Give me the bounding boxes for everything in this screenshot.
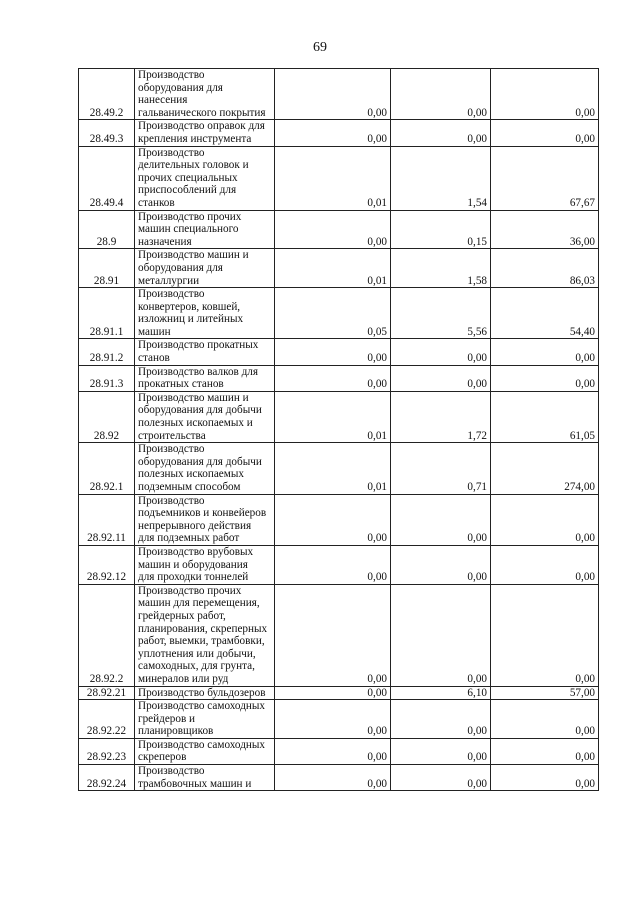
row-code: 28.49.4 (79, 146, 135, 210)
row-name-line: оборудования для (138, 261, 223, 274)
row-value-v2: 1,72 (391, 391, 491, 442)
row-name-line: подъемников и конвейеров (138, 507, 267, 520)
row-value-v2: 6,10 (391, 686, 491, 700)
table-row (79, 494, 599, 545)
row-value-v1: 0,01 (275, 146, 391, 210)
row-value-v2: 0,00 (391, 365, 491, 391)
row-name (135, 584, 275, 686)
row-name-line: изложниц и литейных (138, 313, 244, 326)
table-row (79, 545, 599, 584)
row-name-line: планировщиков (138, 725, 214, 738)
table-row (79, 288, 599, 339)
row-name (135, 494, 275, 545)
row-name-line: грейдерных работ, (138, 609, 226, 622)
row-value-v1: 0,00 (275, 69, 391, 120)
row-value-v2: 0,15 (391, 210, 491, 249)
row-name-line: станков (138, 196, 175, 209)
row-value-v3: 0,00 (491, 700, 599, 739)
row-name-line: подземным способом (138, 481, 241, 493)
row-name (135, 365, 275, 391)
table-row (79, 69, 599, 120)
table-body (79, 69, 599, 791)
row-name-line: машин для перемещения, (138, 597, 260, 610)
row-name-line: крепления инструмента (138, 132, 252, 145)
row-name-line: Производство (138, 69, 205, 81)
row-value-v2: 0,00 (391, 584, 491, 686)
row-value-v1: 0,01 (275, 249, 391, 288)
row-name (135, 249, 275, 288)
row-value-v3: 0,00 (491, 339, 599, 365)
row-value-v1: 0,00 (275, 686, 391, 700)
row-name (135, 738, 275, 764)
table-row (79, 686, 599, 700)
page-number: 69 (313, 40, 327, 55)
row-name-line: назначения (138, 235, 192, 248)
row-value-v3: 57,00 (491, 686, 599, 700)
row-value-v3: 274,00 (491, 443, 599, 494)
row-name-line: машин и оборудования (138, 558, 248, 571)
row-value-v1: 0,00 (275, 765, 391, 791)
row-value-v1: 0,00 (275, 700, 391, 739)
row-value-v2: 0,00 (391, 545, 491, 584)
row-value-v1: 0,00 (275, 210, 391, 249)
row-name-line: Производство валков для (138, 365, 259, 378)
row-name-line: полезных ископаемых (138, 468, 244, 481)
row-name-line: Производство (138, 765, 205, 778)
row-code: 28.92.23 (79, 738, 135, 764)
row-code: 28.92.21 (79, 686, 135, 700)
row-name (135, 288, 275, 339)
table-row (79, 249, 599, 288)
row-value-v3: 0,00 (491, 584, 599, 686)
row-value-v2: 0,00 (391, 700, 491, 739)
row-name-line: работ, выемки, трамбовки, (138, 635, 265, 648)
row-value-v3: 54,40 (491, 288, 599, 339)
row-code: 28.92.22 (79, 700, 135, 739)
table-row (79, 210, 599, 249)
row-name-line: машин специального (138, 223, 239, 236)
row-name-line: планирования, скреперных (138, 622, 268, 635)
row-name-line: уплотнения или добычи, (138, 647, 256, 660)
row-name-line: Производство машин и (138, 249, 249, 262)
row-code: 28.92.12 (79, 545, 135, 584)
table-row (79, 443, 599, 494)
table-row (79, 738, 599, 764)
row-name-line: Производство (138, 146, 205, 159)
row-value-v3: 0,00 (491, 69, 599, 120)
row-name (135, 210, 275, 249)
row-name (135, 146, 275, 210)
row-value-v3: 36,00 (491, 210, 599, 249)
row-name-line: станов (138, 352, 170, 365)
table-row (79, 584, 599, 686)
row-name (135, 339, 275, 365)
row-name-line: полезных ископаемых и (138, 417, 253, 430)
row-value-v1: 0,00 (275, 738, 391, 764)
row-value-v1: 0,05 (275, 288, 391, 339)
row-name (135, 391, 275, 442)
table-row (79, 700, 599, 739)
table-row (79, 339, 599, 365)
row-value-v2: 0,00 (391, 738, 491, 764)
row-value-v3: 0,00 (491, 545, 599, 584)
row-code: 28.9 (79, 210, 135, 249)
row-name-line: для подземных работ (138, 532, 240, 545)
row-name-line: делительных головок и (138, 159, 249, 172)
row-name-line: Производство самоходных (138, 738, 265, 751)
row-value-v2: 0,71 (391, 443, 491, 494)
row-value-v2: 0,00 (391, 494, 491, 545)
row-name-line: нанесения (138, 94, 188, 107)
row-name-line: гальванического покрытия (138, 106, 266, 119)
row-name-line: скреперов (138, 751, 187, 764)
table-row (79, 120, 599, 146)
row-value-v2: 1,58 (391, 249, 491, 288)
row-value-v1: 0,00 (275, 339, 391, 365)
row-code: 28.92 (79, 391, 135, 442)
row-name-line: минералов или руд (138, 672, 229, 685)
row-name-line: самоходных, для грунта, (138, 660, 255, 673)
row-code: 28.91.1 (79, 288, 135, 339)
row-name (135, 686, 275, 700)
row-name-line: Производство бульдозеров (138, 686, 266, 699)
row-value-v2: 0,00 (391, 765, 491, 791)
row-name-line: оборудования для (138, 81, 223, 94)
table-row (79, 765, 599, 791)
table-row (79, 146, 599, 210)
row-name (135, 120, 275, 146)
row-value-v1: 0,00 (275, 120, 391, 146)
row-code: 28.92.11 (79, 494, 135, 545)
row-value-v3: 0,00 (491, 738, 599, 764)
row-value-v2: 0,00 (391, 120, 491, 146)
row-name-line: для проходки тоннелей (138, 571, 249, 584)
row-name-line: прокатных станов (138, 378, 224, 391)
row-name (135, 443, 275, 494)
row-value-v3: 0,00 (491, 494, 599, 545)
data-table (78, 68, 599, 791)
row-name-line: грейдеров и (138, 712, 196, 725)
row-code: 28.92.1 (79, 443, 135, 494)
row-name (135, 545, 275, 584)
row-name-line: непрерывного действия (138, 519, 252, 532)
row-name-line: машин (138, 325, 171, 338)
row-name-line: Производство (138, 288, 205, 301)
row-value-v1: 0,00 (275, 365, 391, 391)
row-value-v1: 0,00 (275, 584, 391, 686)
row-name-line: Производство прочих (138, 584, 242, 597)
row-name (135, 700, 275, 739)
row-name-line: приспособлений для (138, 184, 237, 197)
row-name-line: Производство (138, 443, 205, 456)
row-value-v1: 0,01 (275, 443, 391, 494)
row-name-line: трамбовочных машин и (138, 777, 252, 790)
row-name-line: конвертеров, ковшей, (138, 300, 241, 313)
table-row (79, 391, 599, 442)
row-name-line: Производство врубовых (138, 545, 254, 558)
row-value-v2: 1,54 (391, 146, 491, 210)
row-name-line: оборудования для добычи (138, 455, 262, 468)
row-name (135, 69, 275, 120)
row-name-line: Производство оправок для (138, 120, 265, 133)
row-name-line: Производство машин и (138, 391, 249, 404)
row-value-v1: 0,00 (275, 545, 391, 584)
row-name-line: Производство (138, 494, 205, 507)
row-name-line: металлургии (138, 274, 200, 287)
row-value-v2: 5,56 (391, 288, 491, 339)
row-name-line: прочих специальных (138, 171, 238, 184)
row-name-line: Производство прокатных (138, 339, 259, 352)
row-value-v3: 0,00 (491, 120, 599, 146)
row-value-v3: 67,67 (491, 146, 599, 210)
row-value-v1: 0,00 (275, 494, 391, 545)
row-value-v2: 0,00 (391, 339, 491, 365)
row-name-line: оборудования для добычи (138, 404, 262, 417)
row-value-v3: 86,03 (491, 249, 599, 288)
row-name-line: Производство прочих (138, 210, 242, 223)
row-value-v2: 0,00 (391, 69, 491, 120)
table-row (79, 365, 599, 391)
row-value-v3: 0,00 (491, 365, 599, 391)
row-code: 28.92.24 (79, 765, 135, 791)
row-code: 28.92.2 (79, 584, 135, 686)
row-value-v3: 61,05 (491, 391, 599, 442)
row-name (135, 765, 275, 791)
row-name-line: Производство самоходных (138, 700, 265, 713)
row-name-line: строительства (138, 429, 206, 442)
row-code: 28.91.3 (79, 365, 135, 391)
row-code: 28.49.2 (79, 69, 135, 120)
row-code: 28.49.3 (79, 120, 135, 146)
row-value-v1: 0,01 (275, 391, 391, 442)
row-code: 28.91 (79, 249, 135, 288)
row-value-v3: 0,00 (491, 765, 599, 791)
row-code: 28.91.2 (79, 339, 135, 365)
